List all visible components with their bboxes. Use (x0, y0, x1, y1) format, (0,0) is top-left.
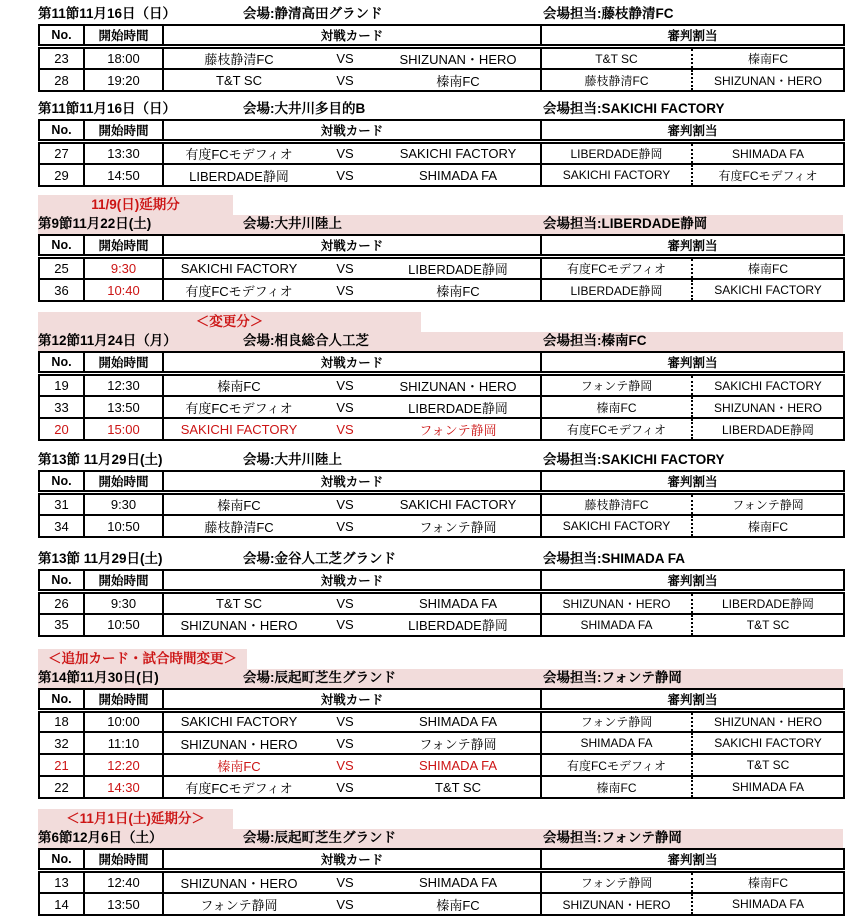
kickoff-time: 14:30 (84, 776, 163, 798)
match-card (163, 374, 541, 397)
match-no: 31 (39, 493, 84, 516)
card-layout (164, 49, 540, 68)
vs-label: VS (336, 378, 354, 393)
match-card (163, 732, 541, 754)
label-row (38, 312, 845, 332)
match-row (39, 614, 844, 636)
referee-2: LIBERDADE静岡 (692, 418, 844, 440)
table-header-row (39, 352, 844, 374)
schedule-section (38, 649, 845, 800)
referee-1: フォンテ静岡 (541, 710, 692, 732)
vs-label: VS (336, 421, 354, 437)
vs-label: VS (336, 72, 354, 88)
schedule-section (38, 5, 845, 92)
referee-2: SAKICHI FACTORY (692, 732, 844, 754)
home-team: 榛南FC (217, 758, 261, 774)
venue-manager: 会場担当:藤枝静清FC (543, 6, 674, 21)
home-team: SAKICHI FACTORY (180, 714, 298, 730)
kickoff-time: 13:50 (84, 893, 163, 915)
referee-2: SHIZUNAN・HERO (692, 710, 844, 732)
match-row (39, 142, 844, 165)
referee-1: 榛南FC (541, 776, 692, 798)
col-header-card: 対戦カード (163, 849, 541, 871)
home-team: LIBERDADE静岡 (189, 168, 289, 184)
col-header-referee: 審判割当 (541, 235, 844, 257)
section-header (38, 215, 843, 234)
referee-2: SHIZUNAN・HERO (692, 69, 844, 91)
match-row (39, 754, 844, 776)
match-row (39, 418, 844, 440)
referee-2: 榛南FC (692, 257, 844, 280)
col-header-time: 開始時間 (84, 352, 163, 374)
match-row (39, 893, 844, 915)
match-card (163, 164, 541, 186)
home-team: SHIZUNAN・HERO (180, 618, 298, 633)
card-layout (164, 615, 540, 634)
referee-2: 榛南FC (692, 871, 844, 894)
col-header-time: 開始時間 (84, 25, 163, 47)
match-table (38, 569, 845, 637)
col-header-no: No. (39, 235, 84, 257)
col-header-time: 開始時間 (84, 689, 163, 711)
match-card (163, 592, 541, 614)
col-header-referee: 審判割当 (541, 849, 844, 871)
home-team: 有度FCモデフィオ (185, 400, 293, 416)
kickoff-time: 10:40 (84, 279, 163, 301)
vs-label: VS (336, 779, 354, 795)
round-date: 第11節11月16日（日） (38, 6, 177, 21)
match-row (39, 279, 844, 301)
match-card (163, 515, 541, 537)
col-header-no: No. (39, 471, 84, 493)
away-team: T&T SC (435, 779, 481, 795)
venue: 会場:大井川陸上 (243, 452, 342, 467)
referee-2: T&T SC (692, 754, 844, 776)
vs-label: VS (336, 167, 354, 183)
kickoff-time: 19:20 (84, 69, 163, 91)
match-table (38, 688, 845, 800)
vs-label: VS (336, 261, 354, 276)
referee-2: SHIMADA FA (692, 893, 844, 915)
home-team: SHIZUNAN・HERO (180, 736, 298, 752)
home-team: SAKICHI FACTORY (180, 421, 298, 437)
kickoff-time: 13:50 (84, 396, 163, 418)
match-card (163, 710, 541, 732)
match-row (39, 776, 844, 798)
match-table (38, 234, 845, 302)
round-date: 第6節12月6日（土） (38, 830, 163, 845)
away-team: SAKICHI FACTORY (399, 497, 517, 512)
match-table (38, 351, 845, 441)
round-date: 第13節 11月29日(土) (38, 551, 163, 566)
card-layout (164, 398, 540, 417)
venue: 会場:大井川多目的B (243, 101, 366, 116)
vs-label: VS (336, 497, 354, 512)
kickoff-time: 10:50 (84, 614, 163, 636)
col-header-card: 対戦カード (163, 235, 541, 257)
kickoff-time: 12:40 (84, 871, 163, 894)
col-header-time: 開始時間 (84, 235, 163, 257)
label-row (38, 809, 845, 829)
match-card (163, 279, 541, 301)
vs-label: VS (336, 617, 354, 632)
match-no: 25 (39, 257, 84, 280)
schedule-section (38, 809, 845, 916)
col-header-time: 開始時間 (84, 120, 163, 142)
referee-1: SAKICHI FACTORY (541, 164, 692, 186)
venue-manager: 会場担当:LIBERDADE静岡 (543, 216, 708, 231)
kickoff-time: 9:30 (84, 592, 163, 614)
match-card (163, 396, 541, 418)
section-header (38, 100, 843, 119)
section-header (38, 5, 843, 24)
kickoff-time: 10:00 (84, 710, 163, 732)
match-card (163, 893, 541, 915)
table-header-row (39, 25, 844, 47)
match-no: 35 (39, 614, 84, 636)
match-card (163, 493, 541, 516)
venue-manager: 会場担当:フォンテ静岡 (543, 830, 682, 845)
away-team: フォンテ静岡 (419, 736, 497, 752)
referee-1: SAKICHI FACTORY (541, 515, 692, 537)
match-no: 32 (39, 732, 84, 754)
card-layout (164, 376, 540, 395)
match-card (163, 418, 541, 440)
away-team: LIBERDADE静岡 (408, 400, 508, 416)
home-team: SHIZUNAN・HERO (180, 876, 298, 891)
section-header (38, 451, 843, 470)
kickoff-time: 14:50 (84, 164, 163, 186)
card-layout (164, 420, 540, 439)
card-layout (164, 714, 540, 729)
card-layout (164, 734, 540, 753)
away-team: 榛南FC (436, 283, 480, 299)
change-notice-label: ＜変更分＞ (38, 312, 421, 332)
away-team: 榛南FC (436, 897, 480, 913)
away-team: フォンテ静岡 (419, 519, 497, 535)
match-row (39, 592, 844, 614)
col-header-no: No. (39, 352, 84, 374)
venue-manager: 会場担当:SHIMADA FA (543, 551, 685, 566)
referee-1: フォンテ静岡 (541, 871, 692, 894)
referee-1: SHIMADA FA (541, 732, 692, 754)
match-row (39, 493, 844, 516)
vs-label: VS (336, 757, 354, 773)
away-team: SHIMADA FA (418, 875, 498, 890)
col-header-no: No. (39, 689, 84, 711)
col-header-card: 対戦カード (163, 689, 541, 711)
match-card (163, 871, 541, 894)
referee-1: LIBERDADE静岡 (541, 142, 692, 165)
match-no: 29 (39, 164, 84, 186)
venue-manager: 会場担当:フォンテ静岡 (543, 669, 682, 685)
referee-1: T&T SC (541, 47, 692, 70)
referee-2: 榛南FC (692, 47, 844, 70)
home-team: 榛南FC (217, 498, 261, 513)
match-row (39, 515, 844, 537)
home-team: SAKICHI FACTORY (180, 261, 298, 276)
match-row (39, 710, 844, 732)
col-header-card: 対戦カード (163, 570, 541, 592)
home-team: T&T SC (216, 72, 262, 88)
vs-label: VS (336, 896, 354, 912)
match-card (163, 69, 541, 91)
referee-2: 榛南FC (692, 515, 844, 537)
col-header-referee: 審判割当 (541, 25, 844, 47)
home-team: 有度FCモデフィオ (185, 283, 293, 299)
col-header-referee: 審判割当 (541, 471, 844, 493)
table-header-row (39, 235, 844, 257)
col-header-referee: 審判割当 (541, 120, 844, 142)
vs-label: VS (336, 146, 354, 161)
kickoff-time: 11:10 (84, 732, 163, 754)
match-no: 27 (39, 142, 84, 165)
match-card (163, 47, 541, 70)
home-team: 榛南FC (217, 379, 261, 394)
match-row (39, 374, 844, 397)
col-header-no: No. (39, 120, 84, 142)
away-team: 榛南FC (436, 73, 480, 89)
col-header-time: 開始時間 (84, 471, 163, 493)
round-date: 第14節11月30日(日) (38, 669, 159, 685)
schedule-section (38, 451, 845, 538)
col-header-card: 対戦カード (163, 25, 541, 47)
round-date: 第11節11月16日（日） (38, 101, 177, 116)
card-layout (164, 517, 540, 536)
venue: 会場:静清高田グランド (243, 6, 383, 21)
kickoff-time: 12:20 (84, 754, 163, 776)
col-header-time: 開始時間 (84, 849, 163, 871)
card-layout (164, 495, 540, 514)
home-team: 有度FCモデフィオ (185, 780, 293, 796)
col-header-referee: 審判割当 (541, 570, 844, 592)
vs-label: VS (336, 735, 354, 751)
vs-label: VS (336, 399, 354, 415)
referee-1: 有度FCモデフィオ (541, 418, 692, 440)
schedule-section (38, 312, 845, 441)
match-no: 18 (39, 710, 84, 732)
label-row (38, 195, 845, 215)
match-table (38, 848, 845, 916)
away-team: フォンテ静岡 (419, 422, 497, 438)
match-no: 21 (39, 754, 84, 776)
round-date: 第12節11月24日（月） (38, 333, 177, 348)
referee-1: 榛南FC (541, 396, 692, 418)
match-no: 23 (39, 47, 84, 70)
match-no: 36 (39, 279, 84, 301)
section-header (38, 669, 843, 688)
change-notice-label: 11/9(日)延期分 (38, 195, 233, 215)
home-team: フォンテ静岡 (200, 897, 278, 913)
match-no: 34 (39, 515, 84, 537)
referee-1: LIBERDADE静岡 (541, 279, 692, 301)
match-card (163, 142, 541, 165)
match-row (39, 164, 844, 186)
match-row (39, 47, 844, 70)
kickoff-time: 18:00 (84, 47, 163, 70)
match-card (163, 754, 541, 776)
referee-1: 有度FCモデフィオ (541, 257, 692, 280)
referee-2: SAKICHI FACTORY (692, 374, 844, 397)
away-team: SHIMADA FA (418, 595, 498, 611)
schedule-section (38, 100, 845, 187)
referee-1: 藤枝静清FC (541, 69, 692, 91)
venue-manager: 会場担当:榛南FC (543, 333, 647, 348)
match-card (163, 257, 541, 280)
referee-1: SHIZUNAN・HERO (541, 893, 692, 915)
away-team: SHIZUNAN・HERO (399, 52, 517, 67)
match-no: 19 (39, 374, 84, 397)
referee-2: SHIMADA FA (692, 776, 844, 798)
kickoff-time: 9:30 (84, 257, 163, 280)
referee-2: SAKICHI FACTORY (692, 279, 844, 301)
section-header (38, 829, 843, 848)
away-team: SAKICHI FACTORY (399, 146, 517, 161)
kickoff-time: 10:50 (84, 515, 163, 537)
kickoff-time: 12:30 (84, 374, 163, 397)
venue-manager: 会場担当:SAKICHI FACTORY (543, 101, 725, 116)
referee-2: LIBERDADE静岡 (692, 592, 844, 614)
venue-manager: 会場担当:SAKICHI FACTORY (543, 452, 725, 467)
home-team: 有度FCモデフィオ (185, 147, 293, 162)
table-header-row (39, 570, 844, 592)
col-header-time: 開始時間 (84, 570, 163, 592)
vs-label: VS (336, 51, 354, 66)
home-team: T&T SC (216, 595, 262, 611)
card-layout (164, 596, 540, 611)
match-no: 28 (39, 69, 84, 91)
away-team: SHIMADA FA (418, 714, 498, 730)
vs-label: VS (336, 714, 354, 730)
col-header-card: 対戦カード (163, 471, 541, 493)
match-no: 33 (39, 396, 84, 418)
referee-2: T&T SC (692, 614, 844, 636)
change-notice-label: ＜追加カード・試合時間変更＞ (38, 649, 247, 669)
venue: 会場:大井川陸上 (243, 216, 342, 231)
kickoff-time: 15:00 (84, 418, 163, 440)
card-layout (164, 873, 540, 892)
vs-label: VS (336, 595, 354, 611)
home-team: 藤枝静清FC (204, 52, 274, 67)
match-card (163, 776, 541, 798)
table-header-row (39, 689, 844, 711)
referee-1: SHIMADA FA (541, 614, 692, 636)
card-layout (164, 756, 540, 775)
label-row (38, 649, 845, 669)
round-date: 第13節 11月29日(土) (38, 452, 163, 467)
col-header-card: 対戦カード (163, 352, 541, 374)
col-header-card: 対戦カード (163, 120, 541, 142)
match-row (39, 396, 844, 418)
section-header (38, 332, 843, 351)
referee-1: 有度FCモデフィオ (541, 754, 692, 776)
kickoff-time: 13:30 (84, 142, 163, 165)
referee-2: 有度FCモデフィオ (692, 164, 844, 186)
col-header-referee: 審判割当 (541, 689, 844, 711)
card-layout (164, 259, 540, 278)
card-layout (164, 281, 540, 300)
referee-1: SHIZUNAN・HERO (541, 592, 692, 614)
referee-1: フォンテ静岡 (541, 374, 692, 397)
col-header-no: No. (39, 849, 84, 871)
schedule-section (38, 550, 845, 637)
referee-2: SHIZUNAN・HERO (692, 396, 844, 418)
referee-2: フォンテ静岡 (692, 493, 844, 516)
match-no: 26 (39, 592, 84, 614)
section-header (38, 550, 843, 569)
schedule-section (38, 195, 845, 302)
match-card (163, 614, 541, 636)
round-date: 第9節11月22日(土) (38, 216, 152, 231)
match-no: 20 (39, 418, 84, 440)
away-team: SHIMADA FA (418, 167, 498, 183)
match-row (39, 69, 844, 91)
venue: 会場:金谷人工芝グランド (243, 551, 396, 566)
table-header-row (39, 120, 844, 142)
card-layout (164, 71, 540, 90)
kickoff-time: 9:30 (84, 493, 163, 516)
card-layout (164, 166, 540, 185)
match-no: 14 (39, 893, 84, 915)
referee-2: SHIMADA FA (692, 142, 844, 165)
match-row (39, 732, 844, 754)
venue: 会場:辰起町芝生グランド (243, 830, 396, 845)
venue: 会場:辰起町芝生グランド (243, 669, 396, 685)
match-no: 22 (39, 776, 84, 798)
match-no: 13 (39, 871, 84, 894)
col-header-referee: 審判割当 (541, 352, 844, 374)
change-notice-label: ＜11月1日(土)延期分＞ (38, 809, 233, 829)
match-table (38, 24, 845, 92)
match-row (39, 257, 844, 280)
table-header-row (39, 849, 844, 871)
venue: 会場:相良総合人工芝 (243, 333, 369, 348)
card-layout (164, 778, 540, 797)
table-header-row (39, 471, 844, 493)
away-team: LIBERDADE静岡 (408, 262, 508, 277)
vs-label: VS (336, 875, 354, 890)
col-header-no: No. (39, 570, 84, 592)
vs-label: VS (336, 282, 354, 298)
away-team: SHIZUNAN・HERO (399, 379, 517, 394)
away-team: LIBERDADE静岡 (408, 618, 508, 633)
card-layout (164, 895, 540, 914)
match-table (38, 470, 845, 538)
match-row (39, 871, 844, 894)
col-header-no: No. (39, 25, 84, 47)
away-team: SHIMADA FA (418, 757, 498, 773)
match-table (38, 119, 845, 187)
home-team: 藤枝静清FC (204, 519, 274, 535)
referee-1: 藤枝静清FC (541, 493, 692, 516)
card-layout (164, 144, 540, 163)
vs-label: VS (336, 518, 354, 534)
